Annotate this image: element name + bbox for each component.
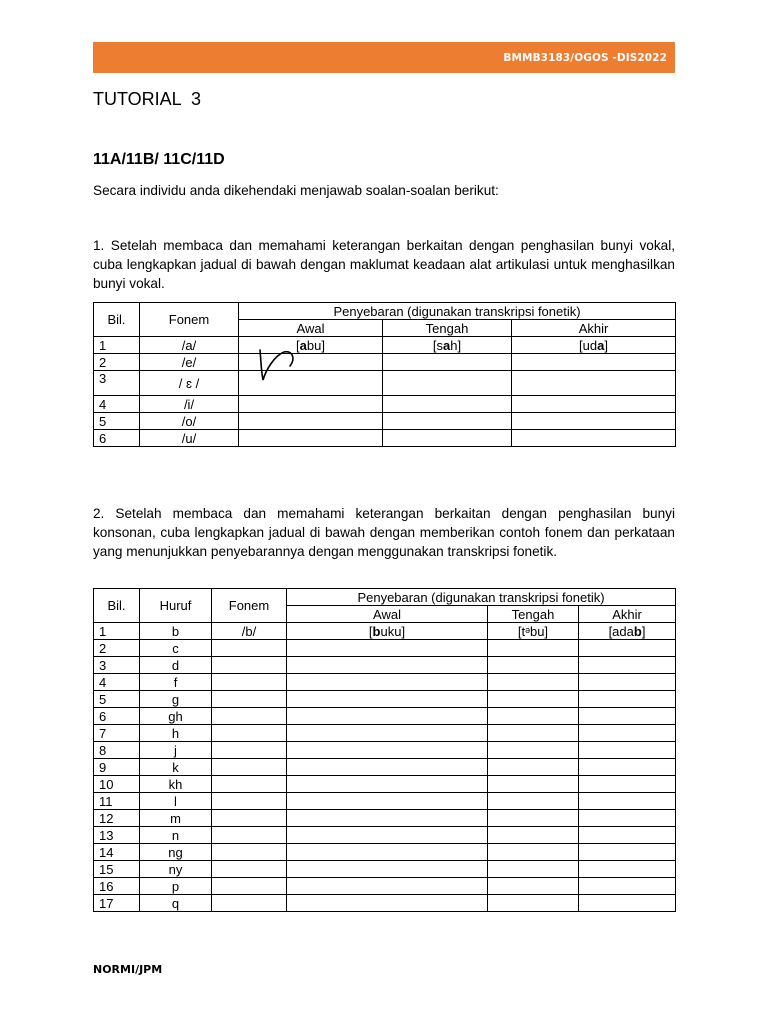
cell-akhir[interactable] — [579, 793, 676, 810]
cell-tengah[interactable] — [488, 759, 579, 776]
cell-fonem: /o/ — [140, 413, 239, 430]
cell-bil: 5 — [94, 691, 140, 708]
cell-bil: 13 — [94, 827, 140, 844]
col-header-tengah: Tengah — [383, 320, 512, 337]
page-title: TUTORIAL 3 — [93, 89, 202, 109]
col-header-tengah: Tengah — [488, 606, 579, 623]
cell-huruf: b — [140, 623, 212, 640]
cell-tengah[interactable] — [488, 674, 579, 691]
cell-awal[interactable] — [287, 895, 488, 912]
cell-awal[interactable]: [abu] — [239, 337, 383, 354]
cell-bil: 4 — [94, 674, 140, 691]
cell-awal[interactable] — [287, 844, 488, 861]
cell-akhir[interactable] — [512, 371, 676, 396]
table-row — [94, 742, 676, 759]
cell-huruf: n — [140, 827, 212, 844]
cell-bil: 14 — [94, 844, 140, 861]
table-row — [94, 623, 676, 640]
cell-tengah[interactable] — [383, 354, 512, 371]
table-row — [94, 725, 676, 742]
cell-akhir[interactable] — [579, 861, 676, 878]
cell-awal[interactable] — [287, 742, 488, 759]
table-row — [94, 413, 676, 430]
cell-tengah[interactable] — [488, 810, 579, 827]
instruction-text: Secara individu anda dikehendaki menjawab soalan-soalan berikut: — [93, 183, 499, 198]
cell-tengah[interactable] — [383, 396, 512, 413]
table-row — [94, 793, 676, 810]
cell-awal[interactable] — [287, 759, 488, 776]
cell-huruf: j — [140, 742, 212, 759]
cell-akhir[interactable] — [512, 396, 676, 413]
cell-awal[interactable] — [287, 674, 488, 691]
table-row — [94, 371, 676, 396]
cell-awal[interactable] — [287, 708, 488, 725]
cell-akhir[interactable] — [579, 674, 676, 691]
consonant-table — [93, 588, 676, 912]
cell-huruf: q — [140, 895, 212, 912]
table-row — [94, 776, 676, 793]
group-header-penyebaran: Penyebaran (digunakan transkripsi fonetik) — [287, 589, 676, 606]
cell-huruf: d — [140, 657, 212, 674]
cell-tengah[interactable] — [488, 725, 579, 742]
cell-fonem[interactable] — [212, 759, 287, 776]
cell-bil: 17 — [94, 895, 140, 912]
cell-fonem[interactable] — [212, 640, 287, 657]
cell-huruf: m — [140, 810, 212, 827]
class-codes: 11A/11B/ 11C/11D — [93, 151, 225, 168]
cell-bil: 2 — [94, 354, 140, 371]
cell-akhir[interactable] — [512, 413, 676, 430]
cell-bil: 4 — [94, 396, 140, 413]
cell-fonem[interactable] — [212, 878, 287, 895]
cell-bil: 1 — [94, 623, 140, 640]
col-header-akhir: Akhir — [512, 320, 676, 337]
cell-akhir[interactable] — [579, 708, 676, 725]
col-header-awal: Awal — [287, 606, 488, 623]
cell-fonem[interactable] — [212, 861, 287, 878]
table-row — [94, 657, 676, 674]
cell-fonem[interactable] — [212, 657, 287, 674]
table-row — [94, 354, 676, 371]
cell-huruf: g — [140, 691, 212, 708]
cell-huruf: c — [140, 640, 212, 657]
cell-fonem[interactable] — [212, 827, 287, 844]
cell-fonem[interactable] — [212, 844, 287, 861]
table-row — [94, 674, 676, 691]
question-2-text: 2. Setelah membaca dan memahami keterangan berkaitan dengan penghasilan bunyi konsonan, cuba lengkapkan jadual di bawah dengan memberikan contoh fonem dan perkataan yang menunjukkan penyebarannya dengan menggunakan transkripsi fonetik. — [93, 506, 675, 559]
cell-tengah[interactable] — [383, 413, 512, 430]
cell-huruf: k — [140, 759, 212, 776]
cell-bil: 11 — [94, 793, 140, 810]
cell-akhir[interactable] — [579, 776, 676, 793]
cell-fonem: /e/ — [140, 354, 239, 371]
table-row — [94, 691, 676, 708]
col-header-fonem: Fonem — [140, 303, 239, 337]
cell-huruf: ny — [140, 861, 212, 878]
cell-fonem[interactable] — [212, 742, 287, 759]
cell-tengah[interactable] — [488, 691, 579, 708]
table-row — [94, 337, 676, 354]
group-header-penyebaran: Penyebaran (digunakan transkripsi fonetik) — [239, 303, 676, 320]
course-code: BMMB3183/OGOS -DIS2022 — [503, 52, 667, 64]
cell-akhir[interactable] — [512, 354, 676, 371]
cell-tengah[interactable] — [488, 895, 579, 912]
cell-akhir[interactable] — [579, 657, 676, 674]
cell-akhir[interactable]: [uda] — [512, 337, 676, 354]
table-row — [94, 430, 676, 447]
cell-fonem: / ɛ / — [140, 371, 239, 396]
cell-awal[interactable] — [239, 413, 383, 430]
cell-tengah[interactable] — [488, 878, 579, 895]
cell-akhir[interactable] — [512, 430, 676, 447]
cell-fonem[interactable]: /b/ — [212, 623, 287, 640]
cell-bil: 7 — [94, 725, 140, 742]
cell-awal[interactable] — [287, 776, 488, 793]
cell-bil: 3 — [94, 371, 140, 396]
cell-tengah[interactable] — [383, 430, 512, 447]
cell-akhir[interactable] — [579, 725, 676, 742]
cell-bil: 10 — [94, 776, 140, 793]
cell-awal[interactable] — [239, 396, 383, 413]
footer-author: NORMI/JPM — [93, 963, 163, 976]
cell-akhir[interactable] — [579, 691, 676, 708]
cell-fonem[interactable] — [212, 674, 287, 691]
cell-akhir[interactable] — [579, 827, 676, 844]
cell-fonem[interactable] — [212, 725, 287, 742]
header-bar — [93, 42, 675, 73]
question-1-text: 1. Setelah membaca dan memahami keterangan berkaitan dengan penghasilan bunyi vokal, cuba lengkapkan jadual di bawah dengan maklumat keadaan alat artikulasi untuk menghasilkan bunyi vokal. — [93, 238, 675, 291]
cell-bil: 1 — [94, 337, 140, 354]
cell-huruf: l — [140, 793, 212, 810]
cell-huruf: f — [140, 674, 212, 691]
cell-fonem[interactable] — [212, 708, 287, 725]
table-row — [94, 895, 676, 912]
cell-tengah[interactable] — [383, 371, 512, 396]
cell-tengah[interactable] — [488, 861, 579, 878]
table-row — [94, 878, 676, 895]
cell-fonem[interactable] — [212, 776, 287, 793]
cell-tengah[interactable] — [488, 793, 579, 810]
cell-fonem[interactable] — [212, 810, 287, 827]
table-row — [94, 810, 676, 827]
cell-awal[interactable] — [287, 793, 488, 810]
cell-awal[interactable] — [239, 430, 383, 447]
cell-huruf: p — [140, 878, 212, 895]
cell-fonem[interactable] — [212, 691, 287, 708]
cell-bil: 6 — [94, 430, 140, 447]
cell-tengah[interactable] — [488, 708, 579, 725]
cell-bil: 8 — [94, 742, 140, 759]
cell-tengah[interactable]: [sah] — [383, 337, 512, 354]
table-row — [94, 759, 676, 776]
cell-tengah[interactable] — [488, 827, 579, 844]
cell-awal[interactable] — [287, 878, 488, 895]
handwritten-mark — [252, 346, 298, 384]
table-row — [94, 708, 676, 725]
cell-bil: 6 — [94, 708, 140, 725]
cell-akhir[interactable] — [579, 640, 676, 657]
cell-fonem: /u/ — [140, 430, 239, 447]
cell-akhir[interactable]: [adab] — [579, 623, 676, 640]
cell-awal[interactable] — [287, 640, 488, 657]
table-row — [94, 396, 676, 413]
col-header-bil: Bil. — [94, 589, 140, 623]
col-header-huruf: Huruf — [140, 589, 212, 623]
cell-akhir[interactable] — [579, 895, 676, 912]
cell-bil: 5 — [94, 413, 140, 430]
cell-tengah[interactable] — [488, 640, 579, 657]
cell-tengah[interactable]: [tᵊbu] — [488, 623, 579, 640]
cell-akhir[interactable] — [579, 810, 676, 827]
table-row — [94, 640, 676, 657]
cell-fonem: /i/ — [140, 396, 239, 413]
cell-awal[interactable]: [buku] — [287, 623, 488, 640]
cell-tengah[interactable] — [488, 742, 579, 759]
cell-awal[interactable] — [287, 861, 488, 878]
cell-huruf: gh — [140, 708, 212, 725]
cell-bil: 3 — [94, 657, 140, 674]
cell-huruf: h — [140, 725, 212, 742]
table-row — [94, 844, 676, 861]
cell-bil: 9 — [94, 759, 140, 776]
cell-huruf: ng — [140, 844, 212, 861]
cell-awal[interactable] — [287, 691, 488, 708]
cell-fonem: /a/ — [140, 337, 239, 354]
cell-fonem[interactable] — [212, 895, 287, 912]
cell-tengah[interactable] — [488, 776, 579, 793]
vowel-table — [93, 302, 676, 447]
cell-bil: 12 — [94, 810, 140, 827]
cell-tengah[interactable] — [488, 844, 579, 861]
col-header-fonem: Fonem — [212, 589, 287, 623]
cell-awal[interactable] — [287, 657, 488, 674]
cell-huruf: kh — [140, 776, 212, 793]
cell-bil: 16 — [94, 878, 140, 895]
cell-akhir[interactable] — [579, 844, 676, 861]
table-row — [94, 827, 676, 844]
cell-fonem[interactable] — [212, 793, 287, 810]
cell-awal[interactable] — [287, 725, 488, 742]
col-header-akhir: Akhir — [579, 606, 676, 623]
cell-akhir[interactable] — [579, 742, 676, 759]
col-header-bil: Bil. — [94, 303, 140, 337]
cell-akhir[interactable] — [579, 759, 676, 776]
cell-akhir[interactable] — [579, 878, 676, 895]
cell-bil: 2 — [94, 640, 140, 657]
cell-bil: 15 — [94, 861, 140, 878]
cell-tengah[interactable] — [488, 657, 579, 674]
cell-awal[interactable] — [287, 827, 488, 844]
col-header-awal: Awal — [239, 320, 383, 337]
cell-awal[interactable] — [287, 810, 488, 827]
table-row — [94, 861, 676, 878]
